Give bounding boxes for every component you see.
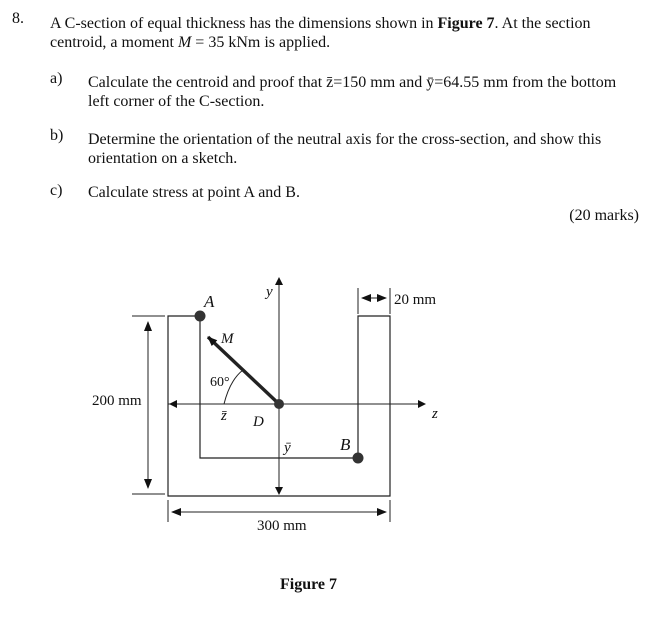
moment-symbol: M <box>177 34 192 51</box>
height-label: 200 mm <box>92 393 142 409</box>
part-c-label: c) <box>50 182 63 199</box>
centroid-marker <box>274 399 284 409</box>
thickness-label: 20 mm <box>394 292 437 308</box>
part-b-label: b) <box>50 127 64 144</box>
zbar-label: z̄ <box>221 408 227 424</box>
moment-vector <box>208 337 279 404</box>
question-number: 8. <box>12 10 24 27</box>
width-label: 300 mm <box>257 518 307 534</box>
marks: (20 marks) <box>569 207 639 224</box>
y-axis-label: y <box>266 284 273 300</box>
ybar-label: ȳ <box>284 440 291 456</box>
point-d-label: D <box>253 414 264 430</box>
intro-text-2: . At the section centroid, a moment <box>50 15 591 51</box>
figure-reference: Figure 7 <box>437 15 495 32</box>
moment-label: M <box>221 331 234 347</box>
intro-text-1: A C-section of equal thickness has the dimensions shown in <box>50 15 438 32</box>
part-b-text: Determine the orientation of the neutral axis for the cross-section, and show this orientation on a sketch. <box>88 131 602 167</box>
point-b-marker <box>353 453 364 464</box>
point-b-label: B <box>340 435 351 454</box>
point-a-marker <box>195 311 206 322</box>
angle-label: 60° <box>210 375 230 390</box>
point-a-label: A <box>204 292 215 311</box>
figure-caption: Figure 7 <box>280 576 338 593</box>
part-a-text: Calculate the centroid and proof that z̄=150 mm and ȳ=64.55 mm from the bottom left corner of the C-section. <box>88 74 617 110</box>
z-axis-label: z <box>432 406 438 422</box>
part-c-text: Calculate stress at point A and B. <box>88 184 300 201</box>
intro-text-3: = 35 kNm is applied. <box>191 34 331 51</box>
part-a-label: a) <box>50 70 63 87</box>
